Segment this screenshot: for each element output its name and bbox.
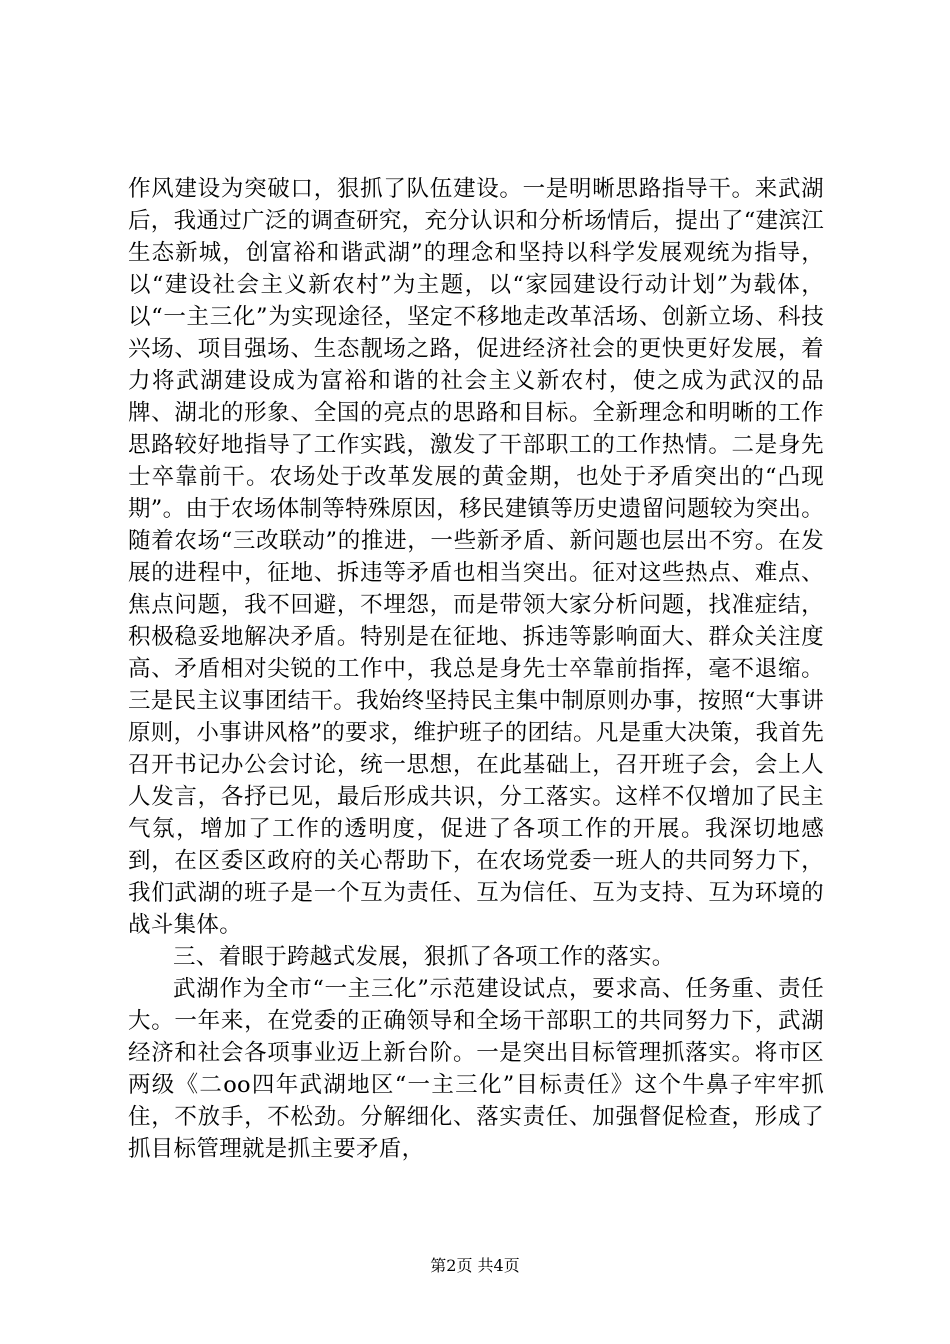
- paragraph-3: 武湖作为全市“一主三化”示范建设试点，要求高、任务重、责任大。一年来，在党委的正确领导和全场干部职工的共同努力下，武湖经济和社会各项事业迈上新台阶。一是突出目标管理抓落实。将市区两级《二oo四年武湖地区“一主三化”目标责任》这个牛鼻子牢牢抓住，不放手，不松劲。分解细化、落实责任、加强督促检查，形成了抓目标管理就是抓主要矛盾，: [128, 976, 824, 1162]
- paragraph-2-section-heading: 三、着眼于跨越式发展，狠抓了各项工作的落实。: [173, 944, 675, 970]
- page-number-footer: 第2页 共4页: [430, 1256, 520, 1275]
- paragraph-1: 作风建设为突破口，狠抓了队伍建设。一是明晰思路指导干。来武湖后，我通过广泛的调查研究，充分认识和分析场情后，提出了“建滨江生态新城，创富裕和谐武湖”的理念和坚持以科学发展观统为指导，以“建设社会主义新农村”为主题，以“家园建设行动计划”为载体，以“一主三化”为实现途径，坚定不移地走改革活场、创新立场、科技兴场、项目强场、生态靓场之路，促进经济社会的更快更好发展，着力将武湖建设成为富裕和谐的社会主义新农村，使之成为武汉的品牌、湖北的形象、全国的亮点的思路和目标。全新理念和明晰的工作思路较好地指导了工作实践，激发了干部职工的工作热情。二是身先士卒靠前干。农场处于改革发展的黄金期，也处于矛盾突出的“凸现期”。由于农场体制等特殊原因，移民建镇等历史遗留问题较为突出。随着农场“三改联动”的推进，一些新矛盾、新问题也层出不穷。在发展的进程中，征地、拆违等矛盾也相当突出。征对这些热点、难点、焦点问题，我不回避，不埋怨，而是带领大家分析问题，找准症结，积极稳妥地解决矛盾。特别是在征地、拆违等影响面大、群众关注度高、矛盾相对尖锐的工作中，我总是身先士卒靠前指挥，毫不退缩。三是民主议事团结干。我始终坚持民主集中制原则办事，按照“大事讲原则，小事讲风格”的要求，维护班子的团结。凡是重大决策，我首先召开书记办公会讨论，统一思想，在此基础上，召开班子会，会上人人发言，各抒已见，最后形成共识，分工落实。这样不仅增加了民主气氛，增加了工作的透明度，促进了各项工作的开展。我深切地感到，在区委区政府的关心帮助下，在农场党委一班人的共同努力下，我们武湖的班子是一个互为责任、互为信任、互为支持、互为环境的战斗集体。: [128, 176, 824, 938]
- document-body: [128, 173, 824, 1165]
